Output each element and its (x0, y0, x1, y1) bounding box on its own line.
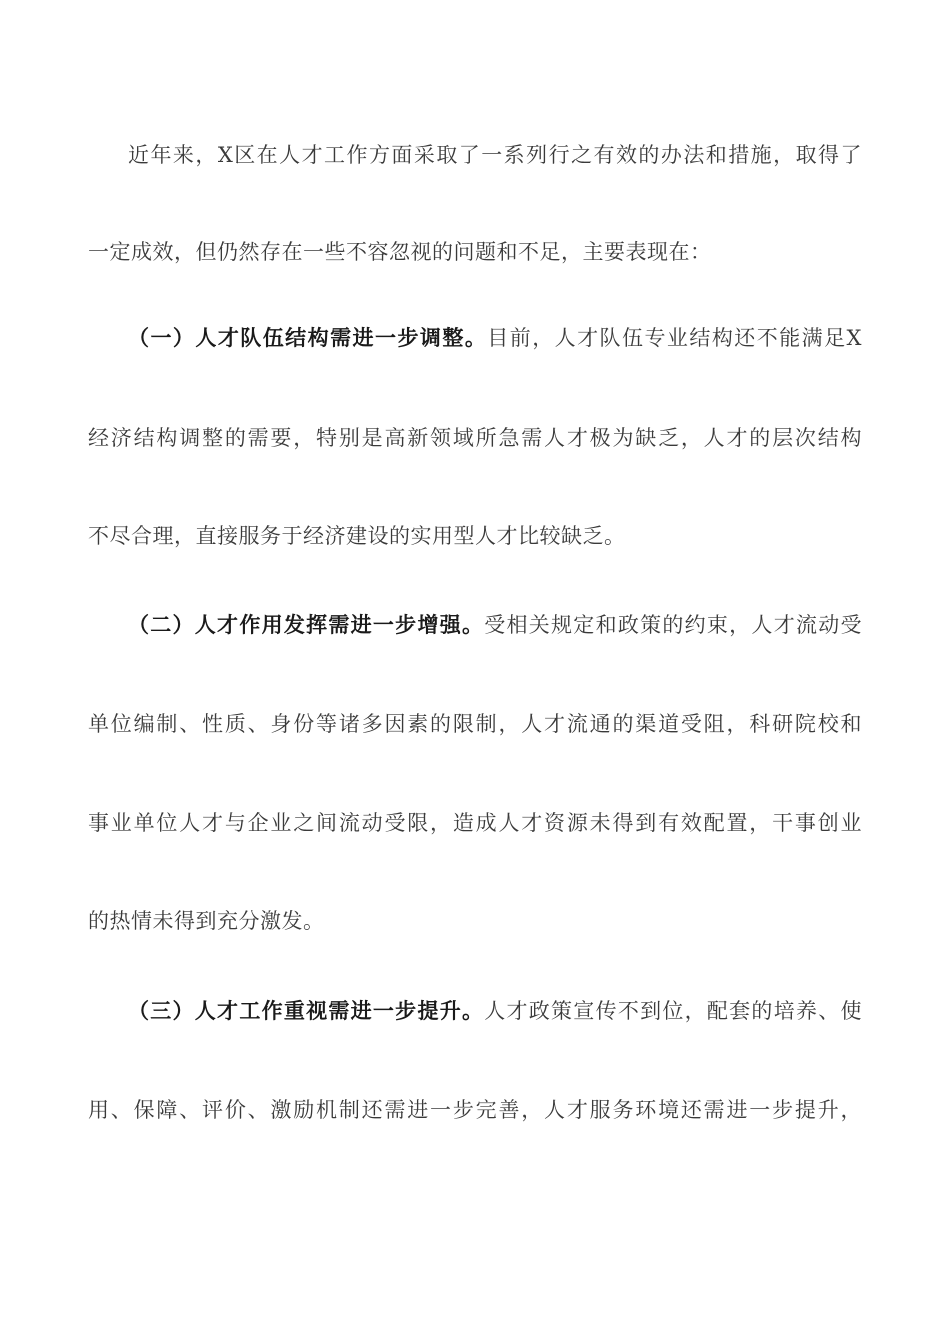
section-1-text: 经济结构调整的需要，特别是高新领域所急需人才极为缺乏，人才的层次结构 (88, 426, 862, 450)
section-1-line-3 (88, 521, 862, 551)
section-2-line-4 (88, 906, 862, 936)
section-2-heading: （二）人才作用发挥需进一步增强。 (128, 612, 485, 637)
section-1-text: 目前，人才队伍专业结构还不能满足X (487, 326, 863, 350)
section-1-line-1 (128, 323, 862, 353)
intro-text: 一定成效，但仍然存在一些不容忽视的问题和不足，主要表现在： (88, 240, 712, 264)
section-3-heading: （三）人才工作重视需进一步提升。 (128, 998, 485, 1023)
intro-text: 近年来，X区在人才工作方面采取了一系列行之有效的办法和措施，取得了 (128, 143, 862, 167)
section-2-text: 的热情未得到充分激发。 (88, 909, 325, 933)
section-2-text: 单位编制、性质、身份等诸多因素的限制，人才流通的渠道受阻，科研院校和 (88, 712, 862, 736)
section-2-line-1 (128, 610, 862, 640)
section-3-line-2 (88, 1095, 862, 1125)
section-2-line-2 (88, 709, 862, 739)
intro-paragraph-line-1 (128, 140, 862, 170)
section-2-text: 受相关规定和政策的约束，人才流动受 (484, 613, 862, 637)
section-3-text: 用、保障、评价、激励机制还需进一步完善，人才服务环境还需进一步提升， (88, 1098, 862, 1122)
section-3-text: 人才政策宣传不到位，配套的培养、使 (484, 999, 862, 1023)
section-1-heading: （一）人才队伍结构需进一步调整。 (128, 325, 488, 350)
section-1-line-2 (88, 423, 862, 453)
intro-paragraph-line-2 (88, 237, 862, 267)
section-3-line-1 (128, 996, 862, 1026)
section-1-text: 不尽合理，直接服务于经济建设的实用型人才比较缺乏。 (88, 524, 626, 548)
section-2-line-3 (88, 808, 862, 838)
section-2-text: 事业单位人才与企业之间流动受限，造成人才资源未得到有效配置，干事创业 (88, 811, 862, 835)
